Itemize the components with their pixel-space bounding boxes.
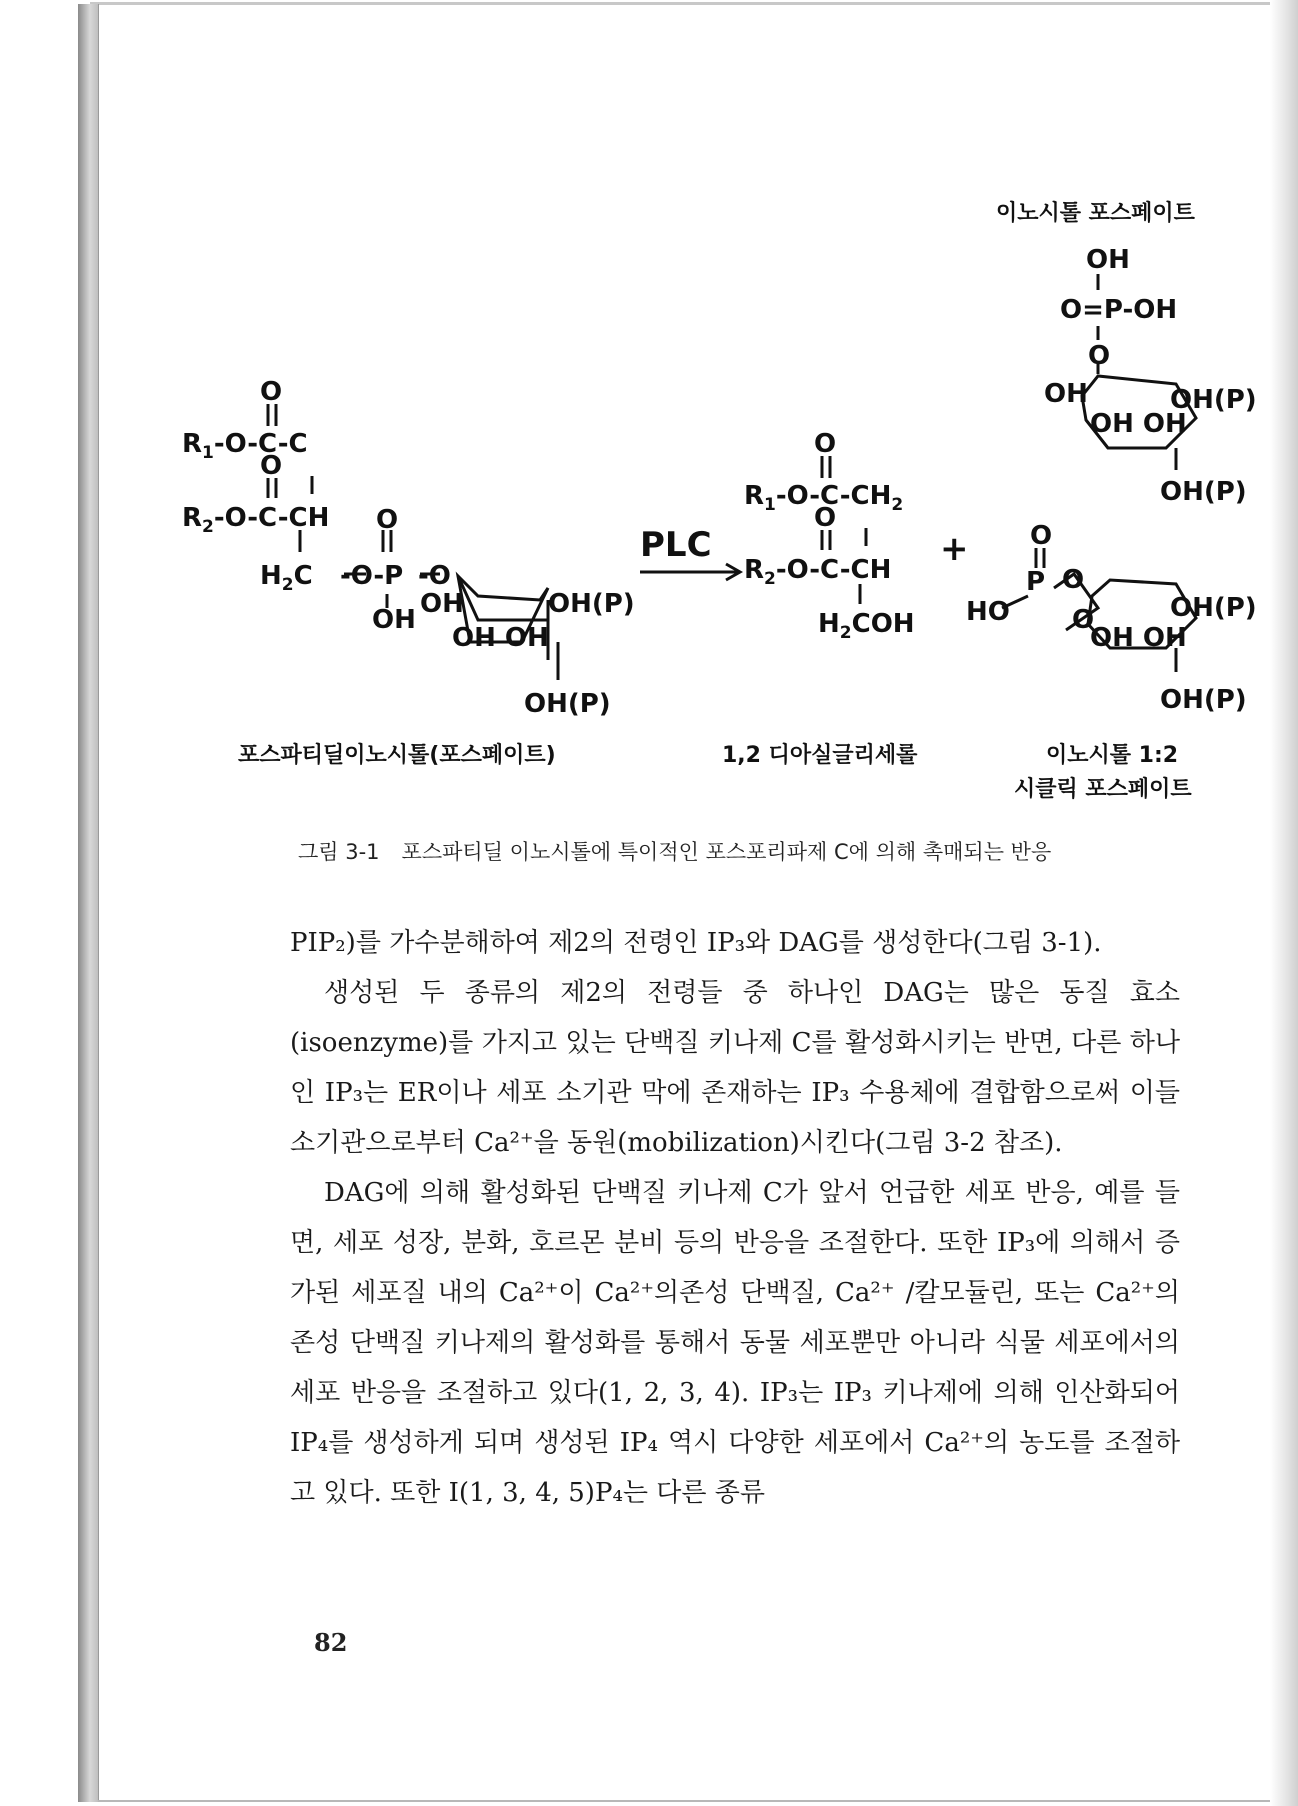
svg-text:OH OH: OH OH xyxy=(1090,623,1187,653)
svg-text:OH(P): OH(P) xyxy=(1170,385,1257,415)
svg-text:R2-O-C-CH: $R_2-O-C-CH$ xyxy=(182,503,330,537)
svg-text:OH: OH xyxy=(1044,379,1088,409)
pip-structure xyxy=(182,377,635,719)
svg-text:-O-P: -O-P xyxy=(340,561,404,591)
caption-number: 그림 3-1 xyxy=(298,840,380,864)
svg-text:O=P-OH: O=P-OH xyxy=(1060,295,1178,325)
svg-text:H2COH: $H_2COH$ xyxy=(818,609,915,643)
svg-text:O: O xyxy=(1062,565,1085,595)
svg-text:OH: OH xyxy=(420,589,464,619)
plus-sign: + xyxy=(940,529,969,569)
reaction-figure xyxy=(0,0,1298,820)
svg-text:O: O xyxy=(814,503,837,533)
svg-text:OH OH: OH OH xyxy=(452,623,549,653)
figure-caption xyxy=(298,836,1198,866)
svg-text:O: O xyxy=(1088,341,1111,371)
svg-text:R1-O-C-C: $R_1-O-C-C$ xyxy=(182,429,308,463)
svg-text:OH: OH xyxy=(1086,245,1130,275)
paragraph-3: DAG에 의해 활성화된 단백질 키나제 C가 앞서 언급한 세포 반응, 예를 들면, 세포 성장, 분화, 호르몬 분비 등의 반응을 조절한다. 또한 IP₃에 의해서 증가된 세포질 내의 Ca²⁺이 Ca²⁺의존성 단백질, Ca²⁺ /칼모듈린, 또는 Ca²⁺의존성 단백질 키나제의 활성화를 통해서 동물 세포뿐만 아니라 식물 세포에서의 세포 반응을 조절하고 있다(1, 2, 3, 4). IP₃는 IP₃ 키나제에 의해 인산화되어 IP₄를 생성하게 되며 생성된 IP₄ 역시 다양한 세포에서 Ca²⁺의 농도를 조절하고 있다. 또한 I(1, 3, 4, 5)P₄는 다른 종류 xyxy=(290,1178,1180,1508)
reaction-diagram xyxy=(0,0,1298,820)
inositol-phosphate-label: 이노시톨 포스페이트 xyxy=(996,201,1195,226)
svg-text:O: O xyxy=(1030,521,1053,551)
svg-text:O: O xyxy=(260,377,283,407)
plc-enzyme-label: PLC xyxy=(640,525,712,565)
body-text xyxy=(290,918,1180,1518)
svg-text:O: O xyxy=(1072,605,1095,635)
cyclic-phosphate-structure xyxy=(966,521,1257,715)
svg-text:OH: OH xyxy=(372,605,416,635)
svg-text:HO: HO xyxy=(966,597,1010,627)
svg-text:OH(P): OH(P) xyxy=(1170,593,1257,623)
paragraph-1: PIP₂)를 가수분해하여 제2의 전령인 IP₃와 DAG를 생성한다(그림 3-1). xyxy=(290,928,1102,958)
page-bottom-edge xyxy=(98,1800,1270,1802)
svg-text:R1-O-C-CH2: $R_1-O-C-CH_2$ xyxy=(744,481,904,515)
paragraph-2: 생성된 두 종류의 제2의 전령들 중 하나인 DAG는 많은 동질 효소(isoenzyme)를 가지고 있는 단백질 키나제 C를 활성화시키는 반면, 다른 하나인 IP₃는 ER이나 세포 소기관 막에 존재하는 IP₃ 수용체에 결합함으로써 이들 소기관으로부터 Ca²⁺을 동원(mobilization)시킨다(그림 3-2 참조). xyxy=(290,978,1180,1158)
caption-text: 포스파티딜 이노시톨에 특이적인 포스포리파제 C에 의해 촉매되는 반응 xyxy=(401,840,1052,864)
cyclic-label-line1: 이노시톨 1:2 xyxy=(1046,743,1179,768)
svg-text:OH(P): OH(P) xyxy=(1160,477,1247,507)
svg-text:O: O xyxy=(376,505,399,535)
pip-label: 포스파티딜이노시톨(포스페이트) xyxy=(238,743,556,768)
svg-text:OH(P): OH(P) xyxy=(1160,685,1247,715)
svg-text:R2-O-C-CH: $R_2-O-C-CH$ xyxy=(744,555,892,589)
cyclic-label-line2: 시클릭 포스페이트 xyxy=(1014,777,1192,802)
svg-text:P: P xyxy=(1026,567,1046,597)
svg-text:H2C: $H_2C$ xyxy=(260,561,313,595)
svg-text:OH(P): OH(P) xyxy=(548,589,635,619)
svg-text:O: O xyxy=(260,451,283,481)
inositol-phosphate-structure xyxy=(1044,245,1257,507)
dag-label: 1,2 디아실글리세롤 xyxy=(722,743,918,768)
svg-text:OH(P): OH(P) xyxy=(524,689,611,719)
svg-text:OH OH: OH OH xyxy=(1090,409,1187,439)
page-number: 82 xyxy=(314,1628,348,1657)
svg-text:-O: -O xyxy=(418,561,451,591)
svg-text:O: O xyxy=(814,429,837,459)
